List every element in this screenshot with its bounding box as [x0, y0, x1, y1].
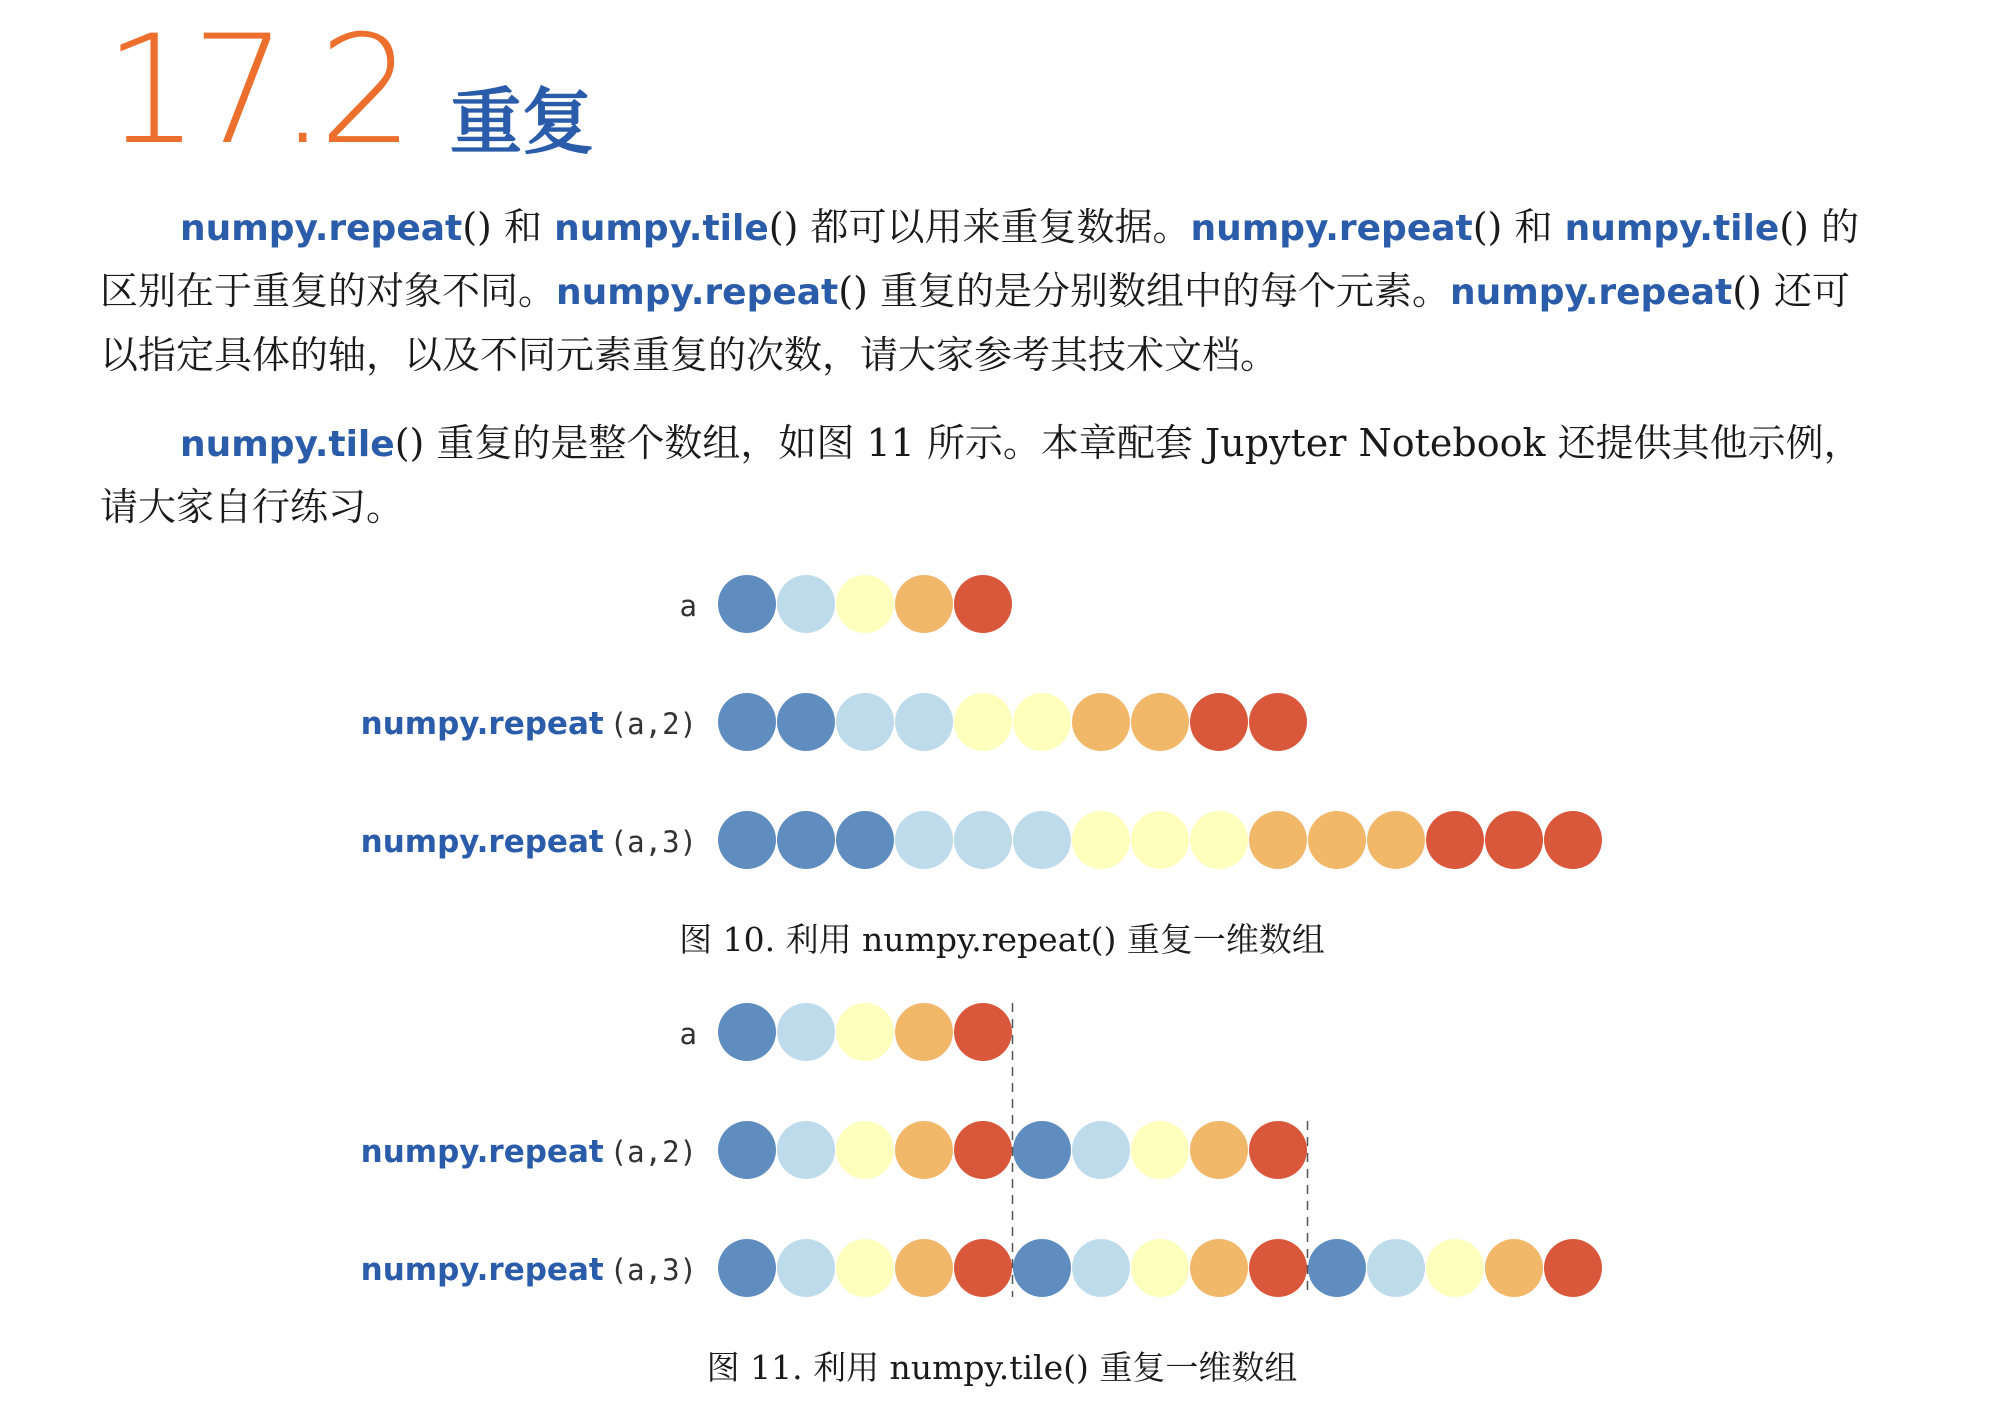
- fig11-dot: [1013, 1121, 1071, 1179]
- func-name: numpy.repeat: [360, 824, 604, 860]
- fig10-dot: [1190, 811, 1248, 869]
- fig10-dot: [1072, 693, 1130, 751]
- fig11-row-label: [361, 1252, 697, 1288]
- code-numpy-repeat: numpy.repeat: [1450, 272, 1733, 313]
- text: 的区别在于重复的对象不同。: [100, 205, 1859, 313]
- text: 和: [491, 205, 555, 249]
- code-numpy-tile: numpy.tile: [554, 208, 769, 249]
- func-name: numpy.repeat: [360, 706, 604, 742]
- func-args: (a,2): [609, 707, 697, 741]
- code-numpy-repeat: numpy.repeat: [1190, 208, 1473, 249]
- fig11-dot: [1190, 1121, 1248, 1179]
- text: 重复的是分别数组中的每个元素。: [867, 269, 1450, 313]
- fig10-dot: [895, 575, 953, 633]
- fig11-dot: [954, 1003, 1012, 1061]
- fig11-dot: [1131, 1239, 1189, 1297]
- fig10-dot: [1013, 693, 1071, 751]
- text: 和: [1502, 205, 1565, 249]
- fig10-dot: [1249, 811, 1307, 869]
- fig10-dot: [836, 811, 894, 869]
- parens: (): [838, 269, 868, 313]
- fig10-dot: [1131, 811, 1189, 869]
- parens: (): [768, 205, 799, 249]
- fig11-dot: [954, 1121, 1012, 1179]
- section-title: 重复: [449, 80, 594, 164]
- fig10-dot: [1013, 811, 1071, 869]
- fig10-dot: [1367, 811, 1425, 869]
- parens: (): [1779, 205, 1809, 249]
- parens: (): [1732, 269, 1762, 313]
- fig10-dot: [1072, 811, 1130, 869]
- func-name: numpy.repeat: [360, 1252, 604, 1288]
- fig11-dot: [836, 1121, 894, 1179]
- fig11-dot: [895, 1003, 953, 1061]
- fig10-dot: [836, 575, 894, 633]
- text: 都可以用来重复数据。: [798, 205, 1191, 249]
- func-args: (a,3): [609, 825, 697, 859]
- code-numpy-tile: numpy.tile: [180, 424, 395, 465]
- fig11-dot: [1485, 1239, 1543, 1297]
- fig11-dot: [777, 1239, 835, 1297]
- fig11-dot: [718, 1003, 776, 1061]
- fig10-dot: [954, 575, 1012, 633]
- func-args: a: [679, 589, 697, 623]
- fig10-dot: [1544, 811, 1602, 869]
- func-args: a: [679, 1017, 697, 1051]
- fig10-dot: [1190, 693, 1248, 751]
- fig11-dot: [777, 1003, 835, 1061]
- code-numpy-repeat: numpy.repeat: [556, 272, 839, 313]
- fig11-dot: [836, 1239, 894, 1297]
- fig10-dot: [718, 693, 776, 751]
- fig10-dot: [1426, 811, 1484, 869]
- fig10-dot: [1485, 811, 1543, 869]
- fig10-dot: [718, 811, 776, 869]
- parens: (): [1472, 205, 1503, 249]
- section-number: 17.2: [104, 4, 406, 178]
- fig11-dot: [1308, 1239, 1366, 1297]
- fig11-dot: [895, 1239, 953, 1297]
- fig10-dot: [1308, 811, 1366, 869]
- fig10-dot: [777, 575, 835, 633]
- fig11-dot: [718, 1239, 776, 1297]
- fig10-dot: [1131, 693, 1189, 751]
- fig10-dot: [895, 811, 953, 869]
- parens: (): [394, 421, 425, 465]
- fig10-dot: [777, 811, 835, 869]
- fig11-dot: [1426, 1239, 1484, 1297]
- text: 重复的是整个数组，如图 11 所示。本章配套 Jupyter Notebook 还提供其他示例，请大家自行练习。: [100, 421, 1862, 529]
- fig11-dot: [777, 1121, 835, 1179]
- fig11-dot: [1072, 1239, 1130, 1297]
- text: 还可以指定具体的轴，以及不同元素重复的次数，请大家参考其技术文档。: [100, 269, 1850, 377]
- fig11-dot: [1013, 1239, 1071, 1297]
- fig11-row-label: [680, 1017, 697, 1051]
- fig11-dot: [836, 1003, 894, 1061]
- fig10-row-label: [361, 824, 697, 860]
- fig11-dot: [1249, 1121, 1307, 1179]
- code-numpy-repeat: numpy.repeat: [180, 208, 463, 249]
- fig10-dot: [836, 693, 894, 751]
- fig11-dot: [895, 1121, 953, 1179]
- fig11-dot: [1072, 1121, 1130, 1179]
- fig10-dot: [777, 693, 835, 751]
- fig10-dot: [1249, 693, 1307, 751]
- figure10-caption: 图 10. 利用 numpy.repeat() 重复一维数组: [679, 920, 1325, 959]
- func-args: (a,2): [609, 1135, 697, 1169]
- fig10-dot: [895, 693, 953, 751]
- fig11-dot: [1544, 1239, 1602, 1297]
- fig10-dot: [718, 575, 776, 633]
- parens: (): [462, 205, 492, 249]
- fig11-row-label: [361, 1134, 697, 1170]
- func-args: (a,3): [609, 1253, 697, 1287]
- fig11-dot: [1131, 1121, 1189, 1179]
- fig11-dot: [718, 1121, 776, 1179]
- fig11-dot: [954, 1239, 1012, 1297]
- fig11-dot: [1367, 1239, 1425, 1297]
- fig10-row-label: [361, 706, 697, 742]
- func-name: numpy.repeat: [360, 1134, 604, 1170]
- fig10-dot: [954, 811, 1012, 869]
- figure11-caption: 图 11. 利用 numpy.tile() 重复一维数组: [706, 1348, 1298, 1387]
- fig11-dot: [1190, 1239, 1248, 1297]
- fig11-dot: [1249, 1239, 1307, 1297]
- fig10-dot: [954, 693, 1012, 751]
- fig10-row-label: [680, 589, 697, 623]
- code-numpy-tile: numpy.tile: [1564, 208, 1780, 249]
